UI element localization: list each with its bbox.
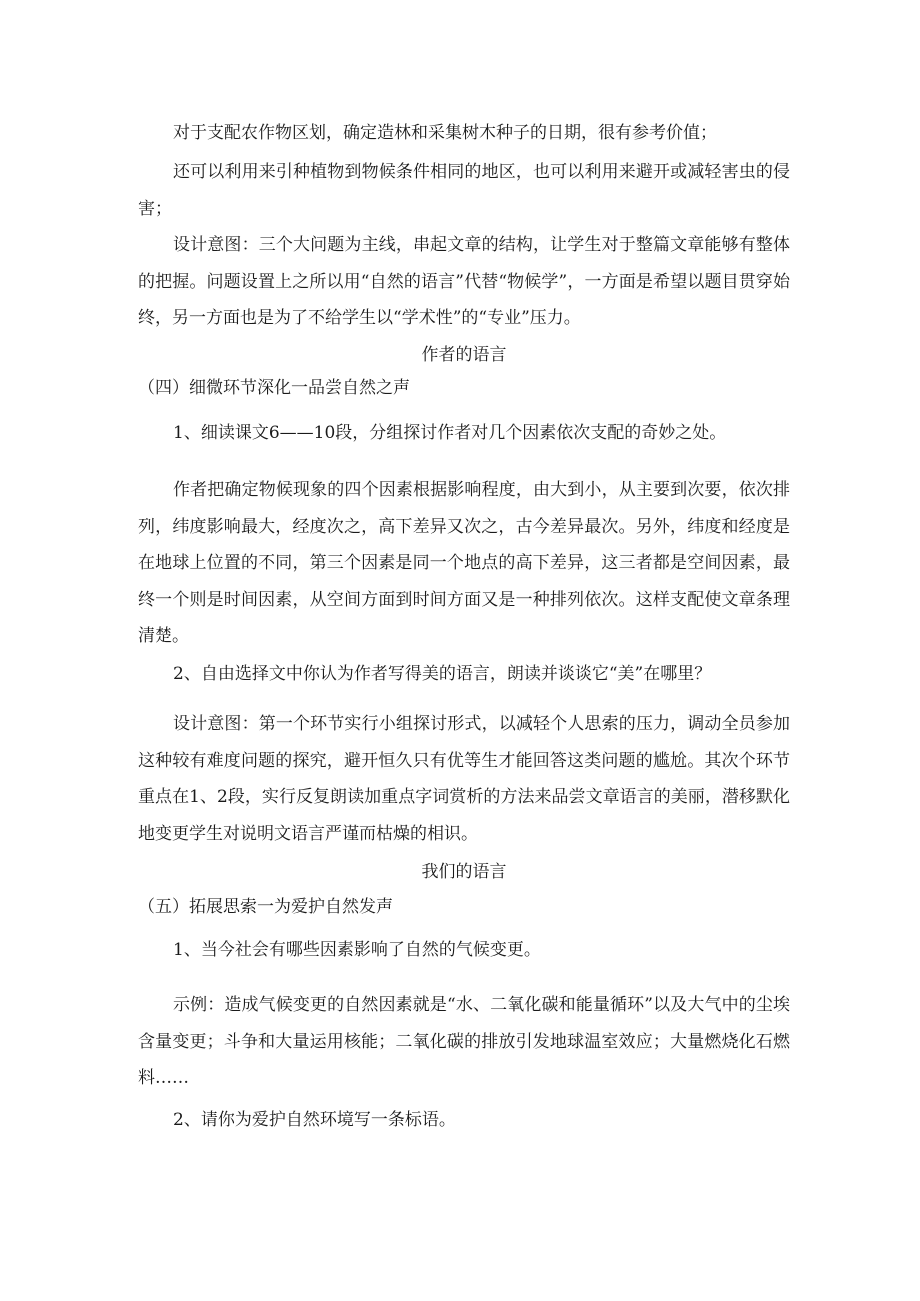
question-1: 1、细读课文6——10段，分组探讨作者对几个因素依次支配的奇妙之处。 (173, 423, 727, 443)
question-2: 2、自由选择文中你认为作者写得美的语言，朗读并谈谈它“美”在哪里？ (173, 664, 712, 684)
section-five-title: （五）拓展思索一为爱护自然发声 (138, 897, 393, 917)
document-page (138, 0, 790, 1301)
paragraph-agriculture: 对于支配农作物区划，确定造林和采集树木种子的日期，很有参考价值； (173, 123, 717, 143)
answer-1: 作者把确定物候现象的四个因素根据影响程度，由大到小，从主要到次要，依次排列，纬度影响最大，经度次之，高下差异又次之，古今差异最次。另外，纬度和经度是在地球上位置的不同，第三个因素是同一个地点的高下差异，这三者都是空间因素，最终一个则是时间因素，从空间方面到时间方面又是一种排列依次。这样支配使文章条理清楚。 (138, 480, 790, 646)
question-4: 2、请你为爱护自然环境写一条标语。 (173, 1110, 456, 1130)
heading-our-language: 我们的语言 (421, 862, 507, 882)
paragraph-plant-introduction: 还可以利用来引种植物到物候条件相同的地区，也可以利用来避开或减轻害虫的侵害； (138, 162, 790, 219)
example-answer: 示例：造成气候变更的自然因素就是“水、二氧化碳和能量循环”以及大气中的尘埃含量变更；斗争和大量运用核能；二氧化碳的排放引发地球温室效应；大量燃烧化石燃料…… (138, 995, 790, 1088)
heading-author-language: 作者的语言 (421, 345, 507, 365)
question-3: 1、当今社会有哪些因素影响了自然的气候变更。 (173, 940, 541, 960)
paragraph-design-intent-2: 设计意图：第一个环节实行小组探讨形式，以减轻个人思索的压力，调动全员参加这种较有难度问题的探究，避开恒久只有优等生才能回答这类问题的尴尬。其次个环节重点在1、2段，实行反复朗读加重点字词赏析的方法来品尝文章语言的美丽，潜移默化地变更学生对说明文语言严谨而枯燥的相识。 (138, 714, 790, 844)
section-four-title: （四）细微环节深化一品尝自然之声 (138, 378, 410, 398)
paragraph-design-intent-1: 设计意图：三个大问题为主线，串起文章的结构，让学生对于整篇文章能够有整体的把握。问题设置上之所以用“自然的语言”代替“物候学”，一方面是希望以题目贯穿始终，另一方面也是为了不给学生以“学术性”的“专业”压力。 (138, 235, 790, 328)
